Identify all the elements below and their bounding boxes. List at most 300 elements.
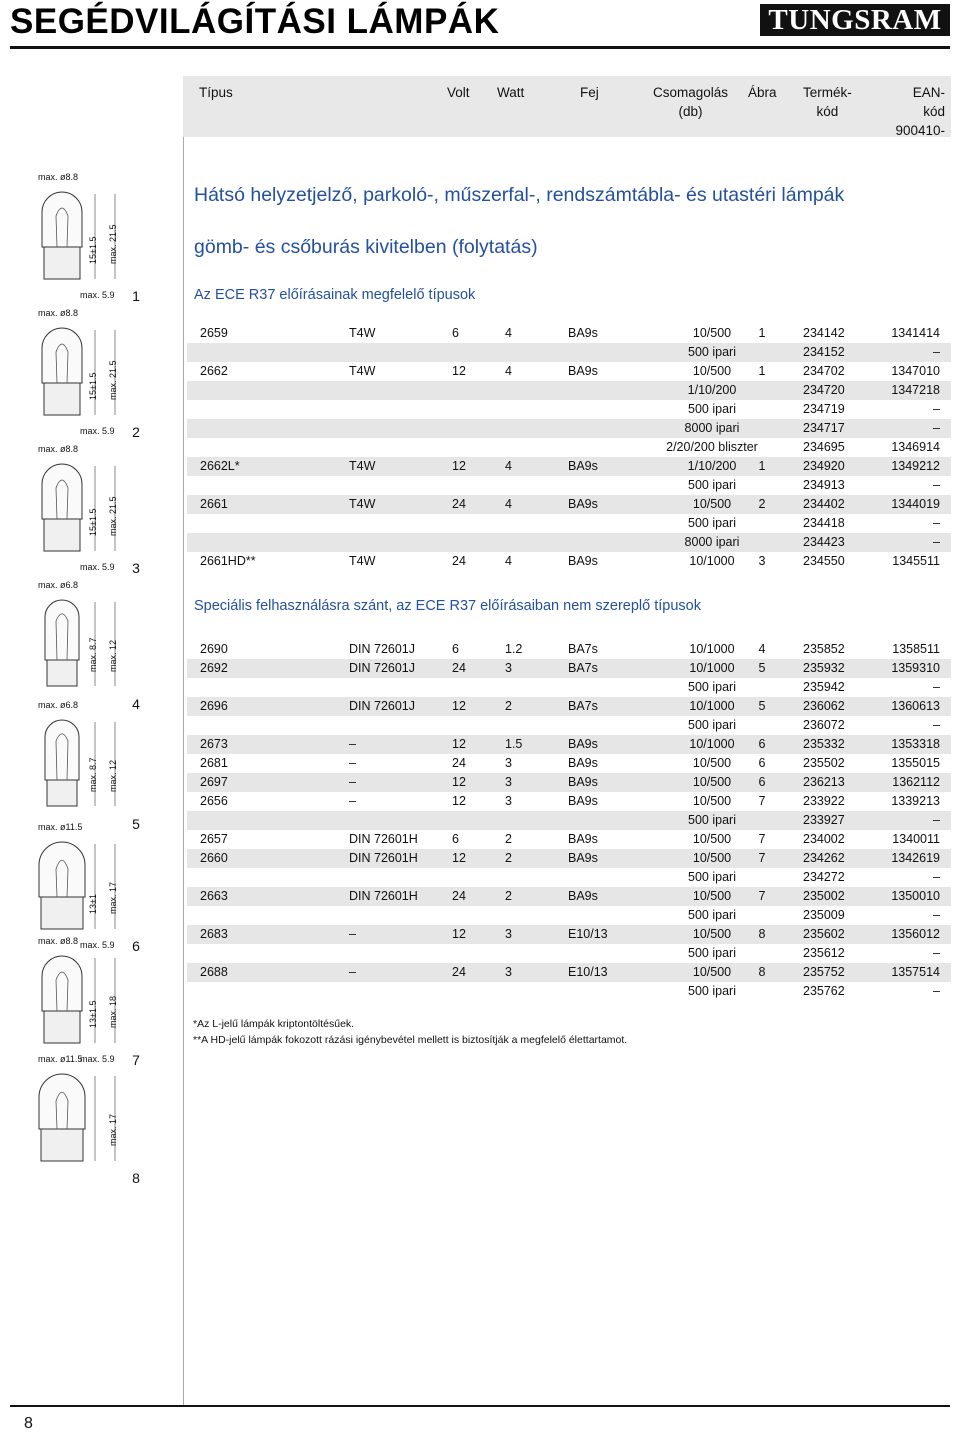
- cell-ean: 1339213: [891, 794, 940, 808]
- cell-code: 234719: [803, 402, 845, 416]
- max-length-label: max. 17: [108, 1113, 118, 1146]
- cell-pack: 500 ipari: [688, 718, 736, 732]
- cell-pack: 500 ipari: [688, 478, 736, 492]
- cell-fig: 7: [758, 889, 766, 903]
- brand-logo: TUNGSRAM: [760, 4, 950, 36]
- cell-ean: 1350010: [891, 889, 940, 903]
- cell-ean: 1344019: [891, 497, 940, 511]
- cell-tipus: 2697: [200, 775, 228, 789]
- base-width-label: max. 5.9: [80, 562, 115, 572]
- cell-tipus: 2688: [200, 965, 228, 979]
- cell-volt: –: [349, 737, 356, 751]
- cell-watt: 12: [452, 927, 466, 941]
- header-csomagolas: Csomagolás (db): [653, 85, 729, 119]
- cell-ean: –: [933, 345, 940, 359]
- max-length-label: max. 12: [108, 759, 118, 792]
- header-watt: Watt: [497, 85, 525, 100]
- cell-tipus: 2690: [200, 642, 228, 656]
- diameter-label: max. ø8.8: [38, 936, 79, 946]
- cell-ean: 1356012: [891, 927, 940, 941]
- cell-watt: 6: [452, 832, 459, 846]
- cell-tipus: 2696: [200, 699, 228, 713]
- figure-number: 8: [132, 1170, 140, 1186]
- diameter-label: max. ø8.8: [38, 444, 79, 454]
- table-row: [187, 419, 951, 438]
- cell-watt: 12: [452, 737, 466, 751]
- table-row: [187, 552, 951, 571]
- max-length-label: max. 12: [108, 639, 118, 672]
- cell-fej: 4: [505, 497, 512, 511]
- cell-code: 235762: [803, 984, 845, 998]
- cell-volt: DIN 72601J: [349, 699, 416, 713]
- table-row: [187, 495, 951, 514]
- cell-code: 233922: [803, 794, 845, 808]
- lamp-drawing: [20, 1064, 140, 1184]
- cell-tipus: 2657: [200, 832, 228, 846]
- cell-volt: –: [349, 965, 356, 979]
- cell-volt: DIN 72601H: [349, 832, 418, 846]
- cell-bulb: BA9s: [568, 889, 598, 903]
- height-label: 15±1.5: [88, 372, 98, 400]
- cell-code: 235332: [803, 737, 845, 751]
- cell-pack: 10/1000: [689, 554, 735, 568]
- cell-code: 235009: [803, 908, 845, 922]
- cell-volt: T4W: [349, 326, 376, 340]
- cell-ean: 1353318: [891, 737, 940, 751]
- cell-pack: 10/1000: [689, 661, 735, 675]
- cell-pack: 8000 ipari: [684, 535, 740, 549]
- cell-fej: 3: [505, 775, 512, 789]
- base-width-label: max. 5.9: [80, 290, 115, 300]
- column-divider: [183, 137, 184, 1407]
- cell-code: 234717: [803, 421, 845, 435]
- cell-watt: 24: [452, 756, 466, 770]
- cell-ean: –: [933, 870, 940, 884]
- cell-ean: 1347218: [891, 383, 940, 397]
- table-row: [187, 811, 951, 830]
- cell-watt: 24: [452, 889, 466, 903]
- header-fej: Fej: [580, 85, 599, 100]
- cell-fej: 3: [505, 661, 512, 675]
- cell-ean: –: [933, 984, 940, 998]
- cell-pack: 10/500: [692, 965, 732, 979]
- cell-code: 235852: [803, 642, 845, 656]
- cell-code: 233927: [803, 813, 845, 827]
- lamp-drawing: [20, 454, 140, 574]
- cell-code: 235752: [803, 965, 845, 979]
- cell-tipus: 2661: [200, 497, 228, 511]
- table-row: [187, 792, 951, 811]
- cell-fig: 6: [758, 737, 766, 751]
- cell-fej: 3: [505, 794, 512, 808]
- cell-fig: 7: [758, 794, 766, 808]
- cell-watt: 6: [452, 326, 459, 340]
- cell-bulb: E10/13: [568, 965, 608, 979]
- cell-code: 235612: [803, 946, 845, 960]
- cell-ean: 1358511: [892, 642, 940, 656]
- cell-bulb: E10/13: [568, 927, 608, 941]
- cell-pack: 500 ipari: [688, 870, 736, 884]
- header-tipus: Típus: [199, 85, 233, 100]
- cell-ean: 1341414: [891, 326, 940, 340]
- table-row: [187, 640, 951, 659]
- cell-pack: 500 ipari: [688, 680, 736, 694]
- cell-volt: DIN 72601J: [349, 661, 416, 675]
- lamp-figure: [0, 700, 180, 835]
- cell-pack: 10/500: [692, 756, 732, 770]
- lamp-drawing: [20, 318, 140, 438]
- cell-code: 234142: [803, 326, 845, 340]
- cell-fej: 3: [505, 927, 512, 941]
- cell-fig: 8: [758, 965, 766, 979]
- cell-ean: 1342619: [891, 851, 940, 865]
- lamp-figure: [0, 1054, 180, 1189]
- diameter-label: max. ø11.5: [38, 1054, 83, 1064]
- cell-pack: 10/500: [692, 497, 732, 511]
- table-row: [187, 400, 951, 419]
- figure-number: 5: [132, 816, 140, 832]
- table-row: [187, 362, 951, 381]
- cell-pack: 1/10/200: [687, 383, 737, 397]
- table-row: [187, 381, 951, 400]
- cell-watt: 24: [452, 554, 466, 568]
- cell-code: 234418: [803, 516, 845, 530]
- cell-bulb: BA9s: [568, 459, 598, 473]
- cell-tipus: 2660: [200, 851, 228, 865]
- header-abra: Ábra: [748, 85, 777, 100]
- cell-ean: 1340011: [892, 832, 940, 846]
- header-ean: EAN- kód 900410-: [895, 85, 945, 138]
- cell-pack: 10/500: [692, 326, 732, 340]
- table-row: [187, 514, 951, 533]
- figure-number: 2: [132, 424, 140, 440]
- table-row: [187, 438, 951, 457]
- table-row: [187, 678, 951, 697]
- cell-code: 234152: [803, 345, 845, 359]
- cell-pack: 500 ipari: [688, 946, 736, 960]
- cell-code: 235002: [803, 889, 845, 903]
- table-row: [187, 925, 951, 944]
- cell-fig: 6: [758, 756, 766, 770]
- cell-pack: 500 ipari: [688, 516, 736, 530]
- cell-volt: DIN 72601J: [349, 642, 416, 656]
- cell-watt: 24: [452, 497, 466, 511]
- cell-fej: 3: [505, 756, 512, 770]
- cell-code: 235932: [803, 661, 845, 675]
- lamp-figure: [0, 308, 180, 443]
- cell-volt: DIN 72601H: [349, 851, 418, 865]
- height-label: 15±1.5: [88, 508, 98, 536]
- cell-ean: –: [933, 946, 940, 960]
- cell-code: 235602: [803, 927, 845, 941]
- cell-bulb: BA9s: [568, 756, 598, 770]
- cell-ean: 1360613: [891, 699, 940, 713]
- cell-volt: –: [349, 756, 356, 770]
- base-width-label: max. 5.9: [80, 1054, 115, 1064]
- diameter-label: max. ø6.8: [38, 580, 79, 590]
- cell-bulb: BA9s: [568, 554, 598, 568]
- cell-ean: –: [933, 516, 940, 530]
- cell-fig: 7: [758, 832, 766, 846]
- cell-ean: 1362112: [892, 775, 940, 789]
- max-length-label: max. 18: [108, 995, 118, 1028]
- cell-fig: 6: [758, 775, 766, 789]
- section-title: Hátsó helyzetjelző, parkoló-, műszerfal-, rendszámtábla- és utastéri lámpák: [194, 184, 845, 206]
- max-length-label: max. 17: [108, 881, 118, 914]
- figure-number: 3: [132, 560, 140, 576]
- cell-code: 236213: [803, 775, 845, 789]
- cell-fej: 1.5: [505, 737, 523, 751]
- cell-bulb: BA7s: [568, 699, 598, 713]
- cell-volt: DIN 72601H: [349, 889, 418, 903]
- cell-watt: 12: [452, 794, 466, 808]
- cell-code: 235942: [803, 680, 845, 694]
- table-row: [187, 754, 951, 773]
- table-row: [187, 659, 951, 678]
- cell-bulb: BA9s: [568, 851, 598, 865]
- cell-pack: 10/500: [692, 775, 732, 789]
- figure-number: 4: [132, 696, 140, 712]
- cell-pack: 500 ipari: [688, 908, 736, 922]
- diameter-label: max. ø6.8: [38, 700, 79, 710]
- table-row: [187, 868, 951, 887]
- cell-code: 234720: [803, 383, 845, 397]
- cell-fig: 5: [758, 699, 766, 713]
- group2-title: Speciális felhasználásra szánt, az ECE R37 előírásaiban nem szereplő típusok: [194, 598, 701, 614]
- cell-ean: 1359310: [891, 661, 940, 675]
- bottom-rule: [10, 1405, 950, 1407]
- cell-pack: 10/500: [692, 889, 732, 903]
- cell-bulb: BA9s: [568, 775, 598, 789]
- height-label: max. 8.7: [88, 757, 98, 792]
- footnote-2: **A HD-jelű lámpák fokozott rázási igénybevétel mellett is biztosítják a megfelelő élettartamot.: [193, 1034, 628, 1046]
- table-row: [187, 887, 951, 906]
- table-row: [187, 343, 951, 362]
- table-row: [187, 697, 951, 716]
- cell-bulb: BA7s: [568, 642, 598, 656]
- cell-fej: 2: [505, 889, 512, 903]
- cell-pack: 10/1000: [689, 737, 735, 751]
- diameter-label: max. ø11.5: [38, 822, 83, 832]
- cell-ean: –: [933, 718, 940, 732]
- cell-fej: 4: [505, 326, 512, 340]
- group1-title: Az ECE R37 előírásainak megfelelő típusok: [194, 287, 476, 303]
- cell-fig: 3: [758, 554, 766, 568]
- cell-pack: 500 ipari: [688, 402, 736, 416]
- cell-pack: 10/500: [692, 927, 732, 941]
- cell-pack: 10/500: [692, 794, 732, 808]
- cell-bulb: BA9s: [568, 364, 598, 378]
- cell-bulb: BA7s: [568, 661, 598, 675]
- page-number: 8: [24, 1415, 33, 1432]
- figure-number: 1: [132, 288, 140, 304]
- cell-fig: 8: [758, 927, 766, 941]
- cell-volt: –: [349, 927, 356, 941]
- table-row: [187, 963, 951, 982]
- page-title: SEGÉDVILÁGÍTÁSI LÁMPÁK: [10, 2, 500, 41]
- cell-volt: –: [349, 775, 356, 789]
- cell-volt: T4W: [349, 497, 376, 511]
- cell-fig: 1: [758, 459, 766, 473]
- cell-code: 234920: [803, 459, 845, 473]
- diameter-label: max. ø8.8: [38, 172, 79, 182]
- table-row: [187, 906, 951, 925]
- cell-fej: 1.2: [505, 642, 523, 656]
- cell-volt: –: [349, 794, 356, 808]
- cell-ean: 1346914: [891, 440, 940, 454]
- cell-fig: 7: [758, 851, 766, 865]
- footnote-1: *Az L-jelű lámpák kriptontöltésűek.: [193, 1018, 355, 1030]
- cell-watt: 12: [452, 699, 466, 713]
- cell-tipus: 2662: [200, 364, 228, 378]
- cell-volt: T4W: [349, 554, 376, 568]
- cell-ean: –: [933, 402, 940, 416]
- table-row: [187, 944, 951, 963]
- height-label: 15±1.5: [88, 236, 98, 264]
- cell-tipus: 2683: [200, 927, 228, 941]
- lamp-drawing: [20, 182, 140, 302]
- table-row: [187, 324, 951, 343]
- cell-pack: 10/1000: [689, 699, 735, 713]
- table-row: [187, 476, 951, 495]
- max-length-label: max. 21.5: [108, 496, 118, 536]
- cell-watt: 12: [452, 459, 466, 473]
- cell-code: 234550: [803, 554, 845, 568]
- cell-pack: 8000 ipari: [684, 421, 740, 435]
- cell-fej: 2: [505, 832, 512, 846]
- cell-pack: 1/10/200: [687, 459, 737, 473]
- header-termekkod: Termék- kód: [803, 85, 852, 119]
- max-length-label: max. 21.5: [108, 224, 118, 264]
- lamp-drawing: [20, 710, 140, 830]
- base-width-label: max. 5.9: [80, 940, 115, 950]
- cell-pack: 10/500: [692, 832, 732, 846]
- cell-watt: 12: [452, 851, 466, 865]
- cell-ean: 1355015: [891, 756, 940, 770]
- cell-fig: 1: [758, 326, 766, 340]
- table-row: [187, 982, 951, 1001]
- cell-bulb: BA9s: [568, 326, 598, 340]
- cell-pack: 500 ipari: [688, 813, 736, 827]
- cell-fej: 4: [505, 554, 512, 568]
- cell-tipus: 2662L*: [200, 459, 240, 473]
- cell-code: 234272: [803, 870, 845, 884]
- cell-fej: 4: [505, 459, 512, 473]
- lamp-drawing: [20, 832, 140, 952]
- cell-tipus: 2656: [200, 794, 228, 808]
- lamp-drawing: [20, 590, 140, 710]
- cell-ean: 1345511: [892, 554, 940, 568]
- cell-ean: –: [933, 908, 940, 922]
- table-row: [187, 830, 951, 849]
- cell-code: 235502: [803, 756, 845, 770]
- height-label: max. 8.7: [88, 637, 98, 672]
- cell-ean: –: [933, 421, 940, 435]
- cell-bulb: BA9s: [568, 497, 598, 511]
- lamp-drawing: [20, 946, 140, 1066]
- cell-code: 234913: [803, 478, 845, 492]
- section-subtitle: gömb- és csőburás kivitelben (folytatás): [194, 236, 538, 258]
- table-row: [187, 735, 951, 754]
- cell-code: 236062: [803, 699, 845, 713]
- lamp-figure: [0, 444, 180, 579]
- cell-code: 234402: [803, 497, 845, 511]
- cell-pack: 500 ipari: [688, 984, 736, 998]
- height-label: 13±1: [88, 894, 98, 914]
- cell-fej: 2: [505, 851, 512, 865]
- figure-number: 6: [132, 938, 140, 954]
- table-row: [187, 533, 951, 552]
- cell-ean: 1357514: [891, 965, 940, 979]
- lamp-figure: [0, 936, 180, 1071]
- cell-pack: 10/1000: [689, 642, 735, 656]
- cell-tipus: 2681: [200, 756, 228, 770]
- cell-ean: –: [933, 535, 940, 549]
- table-row: [187, 457, 951, 476]
- cell-watt: 24: [452, 661, 466, 675]
- cell-watt: 12: [452, 364, 466, 378]
- top-rule: [10, 46, 950, 49]
- cell-tipus: 2663: [200, 889, 228, 903]
- max-length-label: max. 21.5: [108, 360, 118, 400]
- cell-code: 234262: [803, 851, 845, 865]
- cell-fig: 1: [758, 364, 766, 378]
- cell-tipus: 2692: [200, 661, 228, 675]
- cell-bulb: BA9s: [568, 832, 598, 846]
- cell-pack: 10/500: [692, 364, 732, 378]
- cell-watt: 12: [452, 775, 466, 789]
- cell-fig: 2: [758, 497, 766, 511]
- cell-bulb: BA9s: [568, 737, 598, 751]
- cell-pack: 500 ipari: [688, 345, 736, 359]
- cell-ean: –: [933, 680, 940, 694]
- cell-fig: 4: [758, 642, 766, 656]
- table-row: [187, 773, 951, 792]
- cell-volt: T4W: [349, 364, 376, 378]
- cell-code: 234423: [803, 535, 845, 549]
- table-row: [187, 716, 951, 735]
- cell-tipus: 2661HD**: [200, 554, 256, 568]
- cell-watt: 24: [452, 965, 466, 979]
- cell-ean: –: [933, 813, 940, 827]
- cell-pack: 10/500: [692, 851, 732, 865]
- figure-number: 7: [132, 1052, 140, 1068]
- height-label: 13±1.5: [88, 1000, 98, 1028]
- table-row: [187, 849, 951, 868]
- lamp-figure: [0, 580, 180, 715]
- cell-ean: 1349212: [891, 459, 940, 473]
- cell-volt: T4W: [349, 459, 376, 473]
- cell-fej: 2: [505, 699, 512, 713]
- cell-bulb: BA9s: [568, 794, 598, 808]
- cell-ean: –: [933, 478, 940, 492]
- cell-fej: 3: [505, 965, 512, 979]
- cell-tipus: 2659: [200, 326, 228, 340]
- table-header: [183, 76, 951, 137]
- header-volt: Volt: [447, 85, 470, 100]
- cell-code: 234702: [803, 364, 845, 378]
- cell-code: 234695: [803, 440, 845, 454]
- cell-ean: 1347010: [891, 364, 940, 378]
- cell-code: 234002: [803, 832, 845, 846]
- cell-fej: 4: [505, 364, 512, 378]
- cell-watt: 6: [452, 642, 459, 656]
- cell-tipus: 2673: [200, 737, 228, 751]
- base-width-label: max. 5.9: [80, 426, 115, 436]
- lamp-figure: [0, 172, 180, 307]
- cell-pack: 2/20/200 bliszter: [666, 440, 758, 454]
- diameter-label: max. ø8.8: [38, 308, 79, 318]
